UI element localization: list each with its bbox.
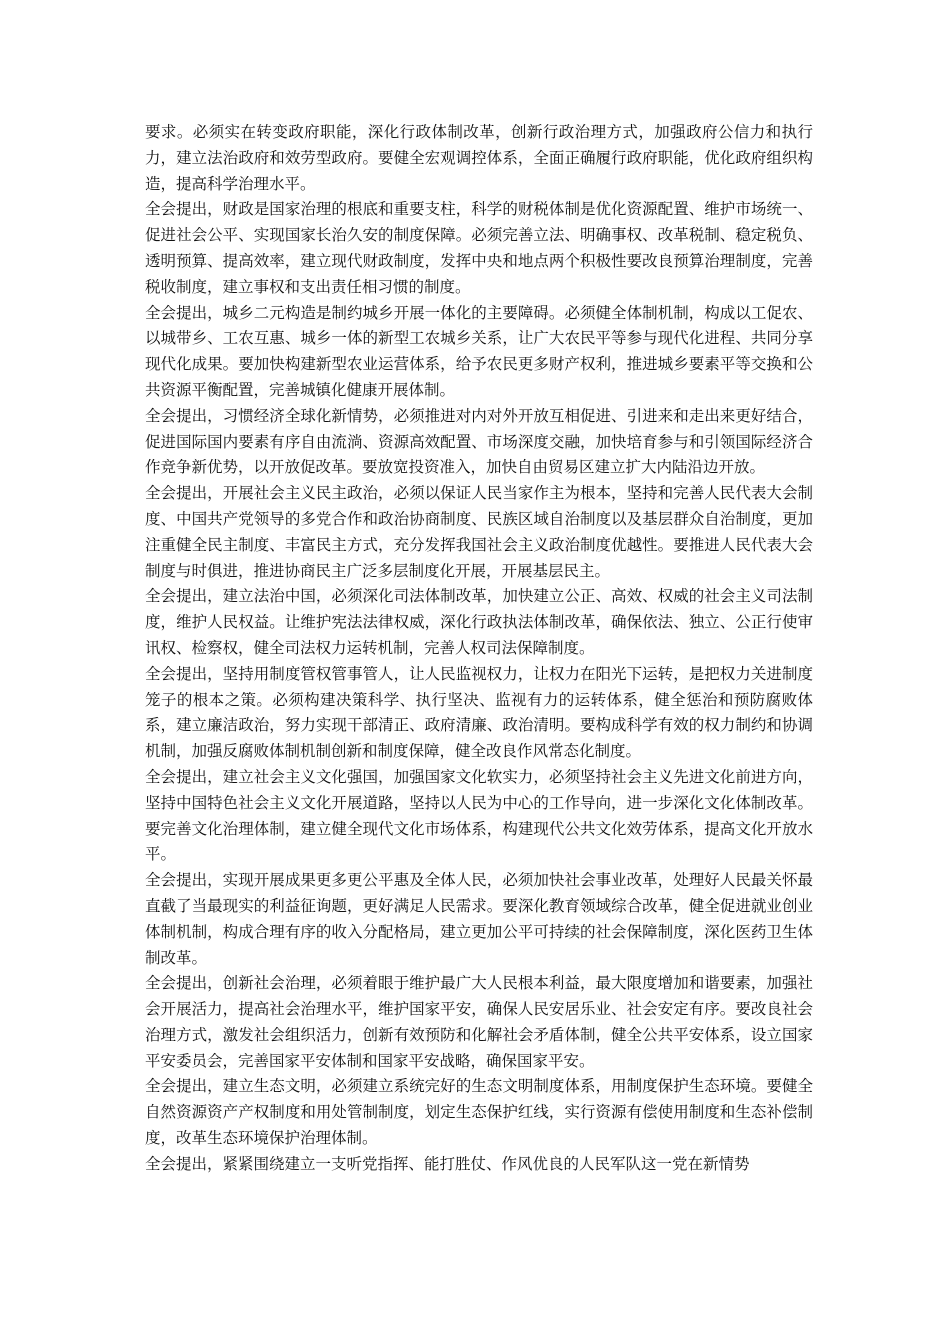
- paragraph-social-undertakings: 全会提出，实现开展成果更多更公平惠及全体人民，必须加快社会事业改革，处理好人民最关怀最直截了当最现实的利益征询题，更好满足人民需求。要深化教育领域综合改革，健全促进就业创业体制机制，构成合理有序的收入分配格局，建立更加公平可持续的社会保障制度，深化医药卫生体制改革。: [145, 871, 813, 967]
- paragraph-opening-up: 全会提出，习惯经济全球化新情势，必须推进对内对外开放互相促进、引进来和走出来更好结合，促进国际国内要素有序自由流淌、资源高效配置、市场深度交融，加快培育参与和引领国际经济合作竞争新优势，以开放促改革。要放宽投资准入，加快自由贸易区建立扩大内陆沿边开放。: [145, 406, 813, 477]
- paragraph-government-functions: 要求。必须实在转变政府职能，深化行政体制改革，创新行政治理方式，加强政府公信力和执行力，建立法治政府和效劳型政府。要健全宏观调控体系，全面正确履行政府职能，优化政府组织构造，提高科学治理水平。: [145, 123, 813, 193]
- paragraph-ecological-civilization: 全会提出，建立生态文明，必须建立系统完好的生态文明制度体系，用制度保护生态环境。要健全自然资源资产产权制度和用处管制制度，划定生态保护红线，实行资源有偿使用制度和生态补偿制度，改革生态环境保护治理体制。: [145, 1077, 813, 1148]
- paragraph-fiscal-taxation: 全会提出，财政是国家治理的根底和重要支柱，科学的财税体制是优化资源配置、维护市场统一、促进社会公平、实现国家长治久安的制度保障。必须完善立法、明确事权、改革税制、稳定税负、透明预算、提高效率，建立现代财政制度，发挥中央和地点两个积极性要改良预算治理制度，完善税收制度，建立事权和支出责任相习惯的制度。: [145, 200, 813, 296]
- paragraph-urban-rural: 全会提出，城乡二元构造是制约城乡开展一体化的主要障碍。必须健全体制机制，构成以工促农、以城带乡、工农互惠、城乡一体的新型工农城乡关系，让广大农民平等参与现代化进程、共同分享现代化成果。要加快构建新型农业运营体系，给予农民更多财产权利，推进城乡要素平等交换和公共资源平衡配置，完善城镇化健康开展体制。: [145, 303, 813, 399]
- paragraph-power-supervision: 全会提出，坚持用制度管权管事管人，让人民监视权力，让权力在阳光下运转，是把权力关进制度笼子的根本之策。必须构建决策科学、执行坚决、监视有力的运转体系，健全惩治和预防腐败体系，建立廉洁政治，努力实现干部清正、政府清廉、政治清明。要构成科学有效的权力制约和协调机制，加强反腐败体制机制创新和制度保障，健全改良作风常态化制度。: [145, 664, 813, 761]
- document-body: [145, 120, 813, 1178]
- paragraph-democratic-politics: 全会提出，开展社会主义民主政治，必须以保证人民当家作主为根本，坚持和完善人民代表大会制度、中国共产党领导的多党合作和政治协商制度、民族区域自治制度以及基层群众自治制度，更加注重健全民主制度、丰富民主方式，充分发挥我国社会主义政治制度优越性。要推进人民代表大会制度与时俱进，推进协商民主广泛多层制度化开展，开展基层民主。: [145, 484, 813, 580]
- paragraph-culture: 全会提出，建立社会主义文化强国，加强国家文化软实力，必须坚持社会主义先进文化前进方向，坚持中国特色社会主义文化开展道路，坚持以人民为中心的工作导向，进一步深化文化体制改革。要完善文化治理体制，建立健全现代文化市场体系，构建现代公共文化效劳体系，提高文化开放水平。: [145, 767, 813, 864]
- paragraph-military: 全会提出，紧紧围绕建立一支听党指挥、能打胜仗、作风优良的人民军队这一党在新情势: [145, 1154, 750, 1173]
- paragraph-social-governance: 全会提出，创新社会治理，必须着眼于维护最广大人民根本利益，最大限度增加和谐要素，加强社会开展活力，提高社会治理水平，维护国家平安，确保人民安居乐业、社会安定有序。要改良社会治理方式，激发社会组织活力，创新有效预防和化解社会矛盾体制，健全公共平安体系，设立国家平安委员会，完善国家平安体制和国家平安战略，确保国家平安。: [145, 974, 813, 1070]
- paragraph-rule-of-law: 全会提出，建立法治中国，必须深化司法体制改革，加快建立公正、高效、权威的社会主义司法制度，维护人民权益。让维护宪法法律权威，深化行政执法体制改革，确保依法、独立、公正行使审讯权、检察权，健全司法权力运转机制，完善人权司法保障制度。: [145, 587, 813, 657]
